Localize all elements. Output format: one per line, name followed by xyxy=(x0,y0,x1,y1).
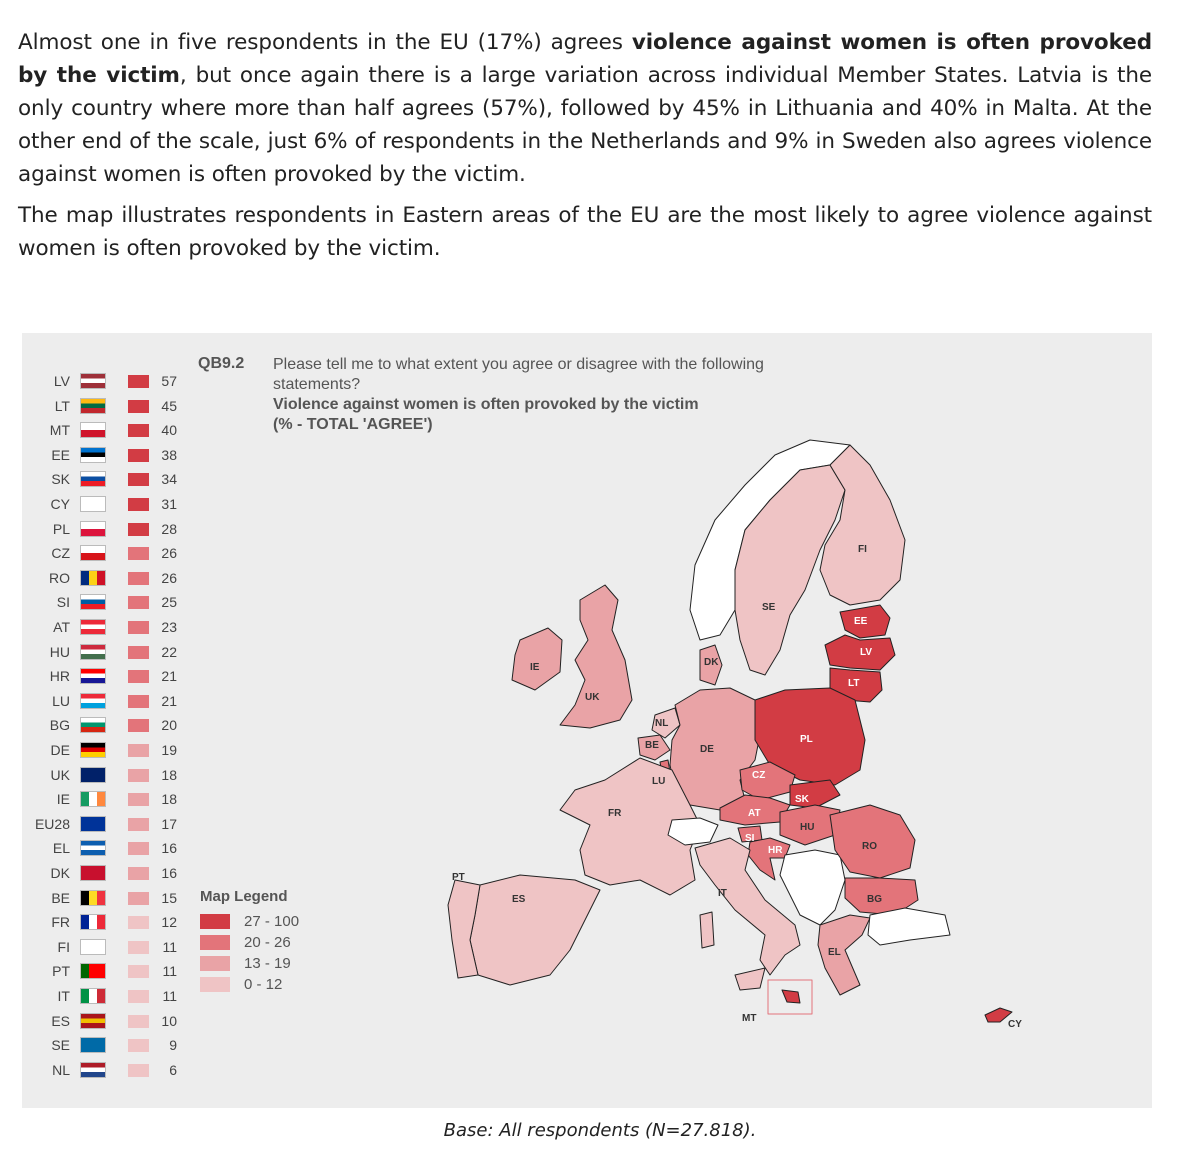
country-row xyxy=(30,443,180,467)
country-code: SI xyxy=(56,594,70,611)
country-row xyxy=(30,1058,180,1082)
flag-icon xyxy=(80,693,106,709)
value-swatch xyxy=(128,916,149,929)
map-label-pt: PT xyxy=(452,872,465,883)
value-swatch xyxy=(128,990,149,1003)
country-value: 20 xyxy=(161,717,177,734)
country-code: CZ xyxy=(51,545,70,562)
map-label-fr: FR xyxy=(608,808,622,819)
map-label-es: ES xyxy=(512,894,526,905)
country-code: FI xyxy=(57,938,70,955)
country-row xyxy=(30,517,180,541)
value-swatch xyxy=(128,695,149,708)
value-swatch xyxy=(128,400,149,413)
country-value: 28 xyxy=(161,520,177,537)
value-swatch xyxy=(128,375,149,388)
intro-p1-start: Almost one in five respondents in the EU (17%) agrees xyxy=(18,30,632,55)
country-row xyxy=(30,763,180,787)
flag-icon xyxy=(80,619,106,635)
flag-icon xyxy=(80,816,106,832)
map-label-ie: IE xyxy=(530,662,540,673)
country-value: 9 xyxy=(169,1037,177,1054)
country-value: 18 xyxy=(161,766,177,783)
map-label-it: IT xyxy=(718,888,727,899)
value-swatch xyxy=(128,744,149,757)
flag-icon xyxy=(80,1062,106,1078)
question-line-3: (% - TOTAL 'AGREE') xyxy=(273,416,433,433)
country-row xyxy=(30,640,180,664)
country-code: NL xyxy=(52,1061,70,1078)
country-row xyxy=(30,664,180,688)
intro-p1-bold: violence against women is often provoked by the victim xyxy=(18,30,1152,88)
legend-label: 27 - 100 xyxy=(244,913,300,930)
country-value: 57 xyxy=(161,373,177,389)
map-label-nl: NL xyxy=(655,718,669,729)
flag-icon xyxy=(80,840,106,856)
country-code: IE xyxy=(56,791,70,808)
map-label-se: SE xyxy=(762,602,776,613)
map-label-ee: EE xyxy=(854,616,868,627)
country-code: EE xyxy=(51,446,70,463)
country-value: 23 xyxy=(161,619,177,635)
map-label-ro: RO xyxy=(862,841,877,852)
country-value: 11 xyxy=(162,963,177,980)
country-value: 34 xyxy=(161,471,177,488)
map-label-si: SI xyxy=(745,833,755,844)
map-label-mt: MT xyxy=(742,1013,757,1024)
value-swatch xyxy=(128,596,149,609)
country-row xyxy=(30,492,180,516)
country-code: BG xyxy=(49,717,70,734)
country-value: 17 xyxy=(161,815,177,832)
map-label-at: AT xyxy=(748,808,761,819)
value-swatch xyxy=(128,719,149,732)
map-legend xyxy=(200,888,299,995)
country-code: CY xyxy=(50,496,70,512)
country-row xyxy=(30,836,180,860)
map-label-be: BE xyxy=(645,740,659,751)
flag-icon xyxy=(80,594,106,610)
country-code: IT xyxy=(57,988,70,1004)
map-label-hr: HR xyxy=(768,845,783,856)
map-label-de: DE xyxy=(700,744,714,755)
country-code: AT xyxy=(53,619,70,635)
value-swatch xyxy=(128,646,149,659)
map-label-pl: PL xyxy=(800,734,813,745)
country-value: 16 xyxy=(161,840,177,857)
country-row xyxy=(30,689,180,713)
country-row xyxy=(30,959,180,983)
legend-swatch xyxy=(200,956,230,971)
legend-item xyxy=(200,953,299,974)
flag-icon xyxy=(80,447,106,463)
flag-icon xyxy=(80,644,106,660)
flag-icon xyxy=(80,1037,106,1053)
flag-icon xyxy=(80,717,106,733)
map-country-es xyxy=(470,875,600,985)
country-row xyxy=(30,418,180,442)
intro-text xyxy=(18,26,1152,273)
legend-swatch xyxy=(200,977,230,992)
value-swatch xyxy=(128,818,149,831)
country-value: 11 xyxy=(162,988,177,1004)
legend-item xyxy=(200,911,299,932)
question-code: QB9.2 xyxy=(198,355,245,372)
legend-item xyxy=(200,974,299,995)
value-swatch xyxy=(128,621,149,634)
country-row xyxy=(30,1033,180,1057)
flag-icon xyxy=(80,373,106,389)
map-country-el xyxy=(818,915,870,995)
value-swatch xyxy=(128,547,149,560)
flag-icon xyxy=(80,422,106,438)
map-label-uk: UK xyxy=(585,692,600,703)
value-swatch xyxy=(128,670,149,683)
country-value: 25 xyxy=(161,594,177,611)
country-value: 38 xyxy=(161,446,177,463)
flag-icon xyxy=(80,988,106,1004)
country-value: 19 xyxy=(161,742,177,758)
country-row xyxy=(30,812,180,836)
country-row xyxy=(30,738,180,762)
country-value: 26 xyxy=(161,569,177,586)
value-swatch xyxy=(128,842,149,855)
country-row xyxy=(30,615,180,639)
country-value: 21 xyxy=(161,692,177,709)
value-swatch xyxy=(128,473,149,486)
country-row xyxy=(30,713,180,737)
country-row xyxy=(30,1009,180,1033)
value-swatch xyxy=(128,892,149,905)
value-swatch xyxy=(128,1039,149,1052)
eu-map xyxy=(420,430,1060,1050)
map-country-ie xyxy=(512,628,562,690)
country-code: EL xyxy=(52,840,70,857)
country-value: 22 xyxy=(161,643,177,660)
map-label-cz: CZ xyxy=(752,770,766,781)
country-code: LT xyxy=(54,397,70,414)
value-swatch xyxy=(128,424,149,437)
flag-icon xyxy=(80,1013,106,1029)
value-swatch xyxy=(128,523,149,536)
flag-icon xyxy=(80,890,106,906)
country-row xyxy=(30,886,180,910)
country-code: BE xyxy=(51,889,70,906)
country-value: 31 xyxy=(161,496,177,512)
value-swatch xyxy=(128,793,149,806)
country-row xyxy=(30,590,180,614)
map-label-fi: FI xyxy=(858,544,867,555)
map-label-cy: CY xyxy=(1008,1019,1022,1030)
map-label-lu: LU xyxy=(652,776,666,787)
legend-swatch xyxy=(200,935,230,950)
country-code: HU xyxy=(49,643,70,660)
legend-label: 0 - 12 xyxy=(244,976,283,993)
country-code: LV xyxy=(53,373,70,389)
flag-icon xyxy=(80,791,106,807)
country-row xyxy=(30,467,180,491)
flag-icon xyxy=(80,742,106,758)
country-value: 16 xyxy=(161,865,177,881)
flag-icon xyxy=(80,963,106,979)
legend-label: 13 - 19 xyxy=(244,955,291,972)
country-code: PT xyxy=(52,963,70,980)
intro-p1-end: , but once again there is a large variation across individual Member States. Latvia is the only country where more than half agrees (57%), followed by 45% in Lithuania and 40% in Malta. At the other end of the scale, just 6% of respondents in the Netherlands and 9% in Sweden also agrees violence against women is often provoked by the victim. xyxy=(18,63,1153,187)
country-row xyxy=(30,369,180,393)
value-swatch xyxy=(128,1015,149,1028)
value-swatch xyxy=(128,1064,149,1077)
country-code: UK xyxy=(50,766,70,783)
country-value: 15 xyxy=(161,889,177,906)
country-code: MT xyxy=(49,422,70,439)
flag-icon xyxy=(80,496,106,512)
country-code: PL xyxy=(52,520,70,537)
legend-item xyxy=(200,932,299,953)
country-row xyxy=(30,910,180,934)
question-line-2: Violence against women is often provoked by the victim xyxy=(273,396,699,413)
country-code: LU xyxy=(52,692,70,709)
flag-icon xyxy=(80,914,106,930)
country-row xyxy=(30,935,180,959)
country-code: SK xyxy=(51,471,70,488)
map-label-dk: DK xyxy=(704,657,719,668)
country-value: 10 xyxy=(161,1012,177,1029)
legend-label: 20 - 26 xyxy=(244,934,291,951)
flag-icon xyxy=(80,668,106,684)
flag-icon xyxy=(80,570,106,586)
map-label-lv: LV xyxy=(860,647,873,658)
country-code: HR xyxy=(49,668,70,685)
country-code: ES xyxy=(51,1012,70,1029)
flag-icon xyxy=(80,521,106,537)
value-swatch xyxy=(128,965,149,978)
map-country-uk xyxy=(560,585,632,728)
country-code: FR xyxy=(51,914,70,931)
value-swatch xyxy=(128,572,149,585)
base-caption: Base: All respondents (N=27.818). xyxy=(443,1120,757,1141)
flag-icon xyxy=(80,939,106,955)
intro-paragraph-1 xyxy=(18,26,1152,191)
country-value: 45 xyxy=(161,397,177,414)
country-row xyxy=(30,394,180,418)
value-swatch xyxy=(128,941,149,954)
map-label-el: EL xyxy=(828,947,841,958)
country-row xyxy=(30,566,180,590)
value-swatch xyxy=(128,498,149,511)
value-swatch xyxy=(128,769,149,782)
question-text xyxy=(273,355,793,435)
country-value: 6 xyxy=(169,1061,177,1078)
question-line-1: Please tell me to what extent you agree or disagree with the following statements? xyxy=(273,356,764,393)
country-code: EU28 xyxy=(34,815,70,832)
value-swatch xyxy=(128,449,149,462)
country-value: 12 xyxy=(161,914,177,931)
flag-icon xyxy=(80,865,106,881)
country-code: DK xyxy=(50,865,70,881)
country-value: 21 xyxy=(161,668,177,685)
flag-icon xyxy=(80,398,106,414)
country-value: 11 xyxy=(162,938,177,955)
country-value: 18 xyxy=(161,791,177,808)
map-country-mt xyxy=(782,990,800,1003)
legend-swatch xyxy=(200,914,230,929)
country-row xyxy=(30,787,180,811)
flag-icon xyxy=(80,767,106,783)
country-value: 26 xyxy=(161,545,177,562)
map-label-lt: LT xyxy=(848,678,860,689)
country-code: RO xyxy=(49,569,70,586)
country-row xyxy=(30,984,180,1008)
country-row xyxy=(30,861,180,885)
flag-icon xyxy=(80,545,106,561)
map-legend-title: Map Legend xyxy=(200,888,288,905)
country-value: 40 xyxy=(161,422,177,439)
map-label-sk: SK xyxy=(795,794,809,805)
map-label-bg: BG xyxy=(867,894,882,905)
country-code: DE xyxy=(50,742,70,758)
value-swatch xyxy=(128,867,149,880)
flag-icon xyxy=(80,471,106,487)
country-code: SE xyxy=(51,1037,70,1054)
intro-paragraph-2: The map illustrates respondents in Eastern areas of the EU are the most likely to agree violence against women is often provoked by the victim. xyxy=(18,203,1152,261)
map-label-hu: HU xyxy=(800,822,815,833)
country-row xyxy=(30,541,180,565)
